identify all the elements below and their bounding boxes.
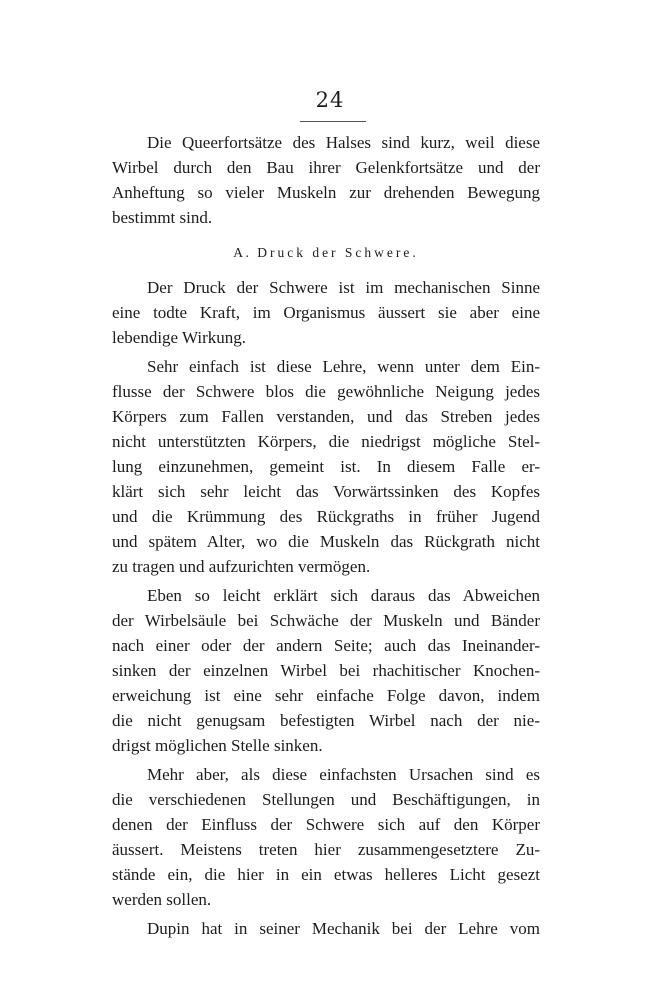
paragraph bbox=[112, 275, 540, 350]
text-line: Der Druck der Schwere ist im mechanischen Sinne bbox=[147, 278, 540, 297]
text-line: die nicht genugsam befestigten Wirbel nach der nie- bbox=[112, 711, 540, 730]
paragraph bbox=[112, 762, 540, 912]
page-number: 24 bbox=[315, 88, 345, 112]
text-line: und die Krümmung des Rückgraths in früher Jugend bbox=[112, 507, 540, 526]
section-heading-title: Druck der Schwere. bbox=[257, 245, 419, 260]
text-line: flusse der Schwere blos die gewöhnliche Neigung jedes bbox=[112, 382, 540, 401]
text-line: Wirbel durch den Bau ihrer Gelenkfortsätze und der bbox=[112, 158, 540, 177]
text-line: eine todte Kraft, im Organismus äussert sie aber eine bbox=[112, 303, 540, 322]
text-line: Mehr aber, als diese einfachsten Ursachen sind es bbox=[147, 765, 540, 784]
text-line: der Wirbelsäule bei Schwäche der Muskeln und Bänder bbox=[112, 611, 540, 630]
text-line: lung einzunehmen, gemeint ist. In diesem Falle er- bbox=[112, 457, 540, 476]
paragraph bbox=[112, 583, 540, 758]
text-line: Eben so leicht erklärt sich daraus das Abweichen bbox=[147, 586, 540, 605]
text-line: denen der Einfluss der Schwere sich auf den Körper bbox=[112, 815, 540, 834]
text-line: stände ein, die hier in ein etwas helleres Licht gesezt bbox=[112, 865, 540, 884]
text-line: klärt sich sehr leicht das Vorwärtssinken des Kopfes bbox=[112, 482, 540, 501]
text-line: bestimmt sind. bbox=[112, 208, 213, 227]
text-line: Anheftung so vieler Muskeln zur drehenden Bewegung bbox=[112, 183, 540, 202]
paragraph-intro bbox=[112, 130, 540, 230]
paragraph-continued bbox=[112, 916, 540, 941]
text-line: Die Queerfortsätze des Halses sind kurz, weil diese bbox=[147, 133, 540, 152]
text-line: Körpers zum Fallen verstanden, und das Streben jedes bbox=[112, 407, 540, 426]
text-line: die verschiedenen Stellungen und Beschäftigungen, in bbox=[112, 790, 540, 809]
text-line: nach einer oder der andern Seite; auch das Ineinander- bbox=[112, 636, 540, 655]
text-line: äussert. Meistens treten hier zusammengesetztere Zu- bbox=[112, 840, 540, 859]
text-line: nicht unterstützten Körpers, die niedrigst mögliche Stel- bbox=[112, 432, 540, 451]
page-number-rule bbox=[300, 121, 366, 122]
text-line: drigst möglichen Stelle sinken. bbox=[112, 736, 323, 755]
text-line: lebendige Wirkung. bbox=[112, 328, 247, 347]
paragraph bbox=[112, 354, 540, 579]
text-line: erweichung ist eine sehr einfache Folge davon, indem bbox=[112, 686, 540, 705]
page-body bbox=[112, 130, 540, 941]
text-line: Dupin hat in seiner Mechanik bei der Lehre vom bbox=[147, 919, 540, 938]
text-line: Sehr einfach ist diese Lehre, wenn unter dem Ein- bbox=[147, 357, 540, 376]
text-line: und spätem Alter, wo die Muskeln das Rückgrath nicht bbox=[112, 532, 540, 551]
text-line: werden sollen. bbox=[112, 890, 212, 909]
text-line: zu tragen und aufzurichten vermögen. bbox=[112, 557, 371, 576]
text-line: sinken der einzelnen Wirbel bei rhachitischer Knochen- bbox=[112, 661, 540, 680]
section-heading bbox=[112, 243, 540, 263]
section-heading-label: A. bbox=[233, 245, 252, 260]
